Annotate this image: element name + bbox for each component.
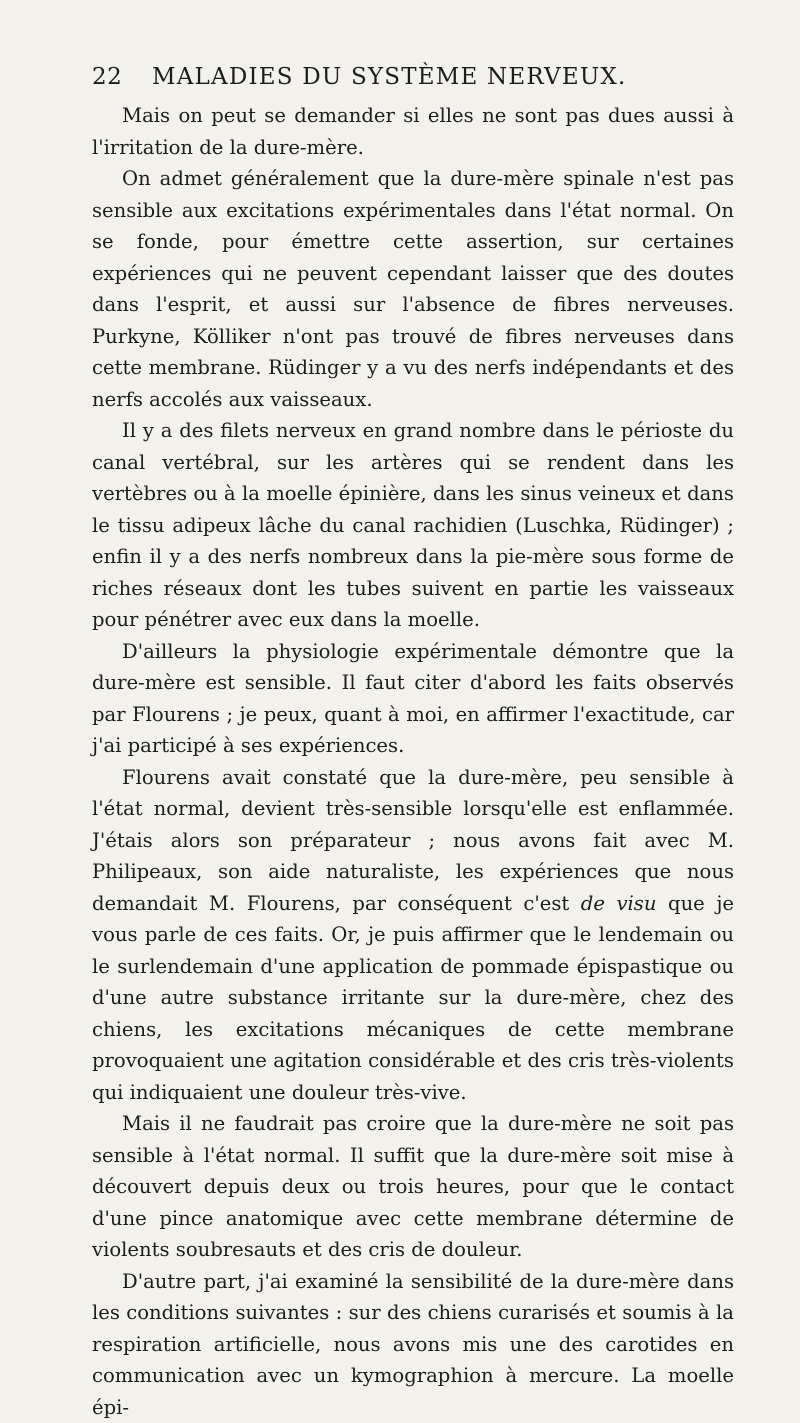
paragraph-1: Mais on peut se demander si elles ne sont pas dues aussi à l'irritation de la dure-mère. (92, 100, 734, 163)
paragraph-7: D'autre part, j'ai examiné la sensibilité de la dure-mère dans les conditions suivantes : sur des chiens curarisés et soumis à la respiration artificielle, nous avons mis une des carotides en communication avec un kymographion à mercure. La moelle épi- (92, 1266, 734, 1423)
paragraph-3: Il y a des filets nerveux en grand nombre dans le périoste du canal vertébral, sur les artères qui se rendent dans les vertèbres ou à la moelle épinière, dans les sinus veineux et dans le tissu adipeux lâche du canal rachidien (Luschka, Rüdinger) ; enfin il y a des nerfs nombreux dans la pie-mère sous forme de riches réseaux dont les tubes suivent en partie les vaisseaux pour pénétrer avec eux dans la moelle. (92, 415, 734, 636)
paragraph-5 (92, 762, 734, 1109)
body-text (92, 100, 734, 1423)
page-header (92, 64, 732, 94)
paragraph-4: D'ailleurs la physiologie expérimentale démontre que la dure-mère est sensible. Il faut citer d'abord les faits observés par Flourens ; je peux, quant à moi, en affirmer l'exactitude, car j'ai participé à ses expériences. (92, 636, 734, 762)
italic-phrase: de visu (581, 892, 657, 915)
paragraph-5-part-1: Flourens avait constaté que la dure-mère, peu sensible à l'état normal, devient très-sensible lorsqu'elle est enflammée. J'étais alors son préparateur ; nous avons fait avec M. Philipeaux, son aide naturaliste, les expériences que nous demandait M. Flourens, par conséquent c'est (92, 766, 734, 915)
running-title: MALADIES DU SYSTÈME NERVEUX. (152, 64, 627, 90)
paragraph-5-part-2: que je vous parle de ces faits. Or, je puis affirmer que le lendemain ou le surlendemain d'une application de pommade épispastique ou d'une autre substance irritante sur la dure-mère, chez des chiens, les excitations mécaniques de cette membrane provoquaient une agitation considérable et des cris très-violents qui indiquaient une douleur très-vive. (92, 892, 734, 1104)
paragraph-6: Mais il ne faudrait pas croire que la dure-mère ne soit pas sensible à l'état normal. Il suffit que la dure-mère soit mise à découvert depuis deux ou trois heures, pour que le contact d'une pince anatomique avec cette membrane détermine de violents soubresauts et des cris de douleur. (92, 1108, 734, 1266)
page-number: 22 (92, 64, 122, 90)
paragraph-2: On admet généralement que la dure-mère spinale n'est pas sensible aux excitations expérimentales dans l'état normal. On se fonde, pour émettre cette assertion, sur certaines expériences qui ne peuvent cependant laisser que des doutes dans l'esprit, et aussi sur l'absence de fibres nerveuses. Purkyne, Kölliker n'ont pas trouvé de fibres nerveuses dans cette membrane. Rüdinger y a vu des nerfs indépendants et des nerfs accolés aux vaisseaux. (92, 163, 734, 415)
